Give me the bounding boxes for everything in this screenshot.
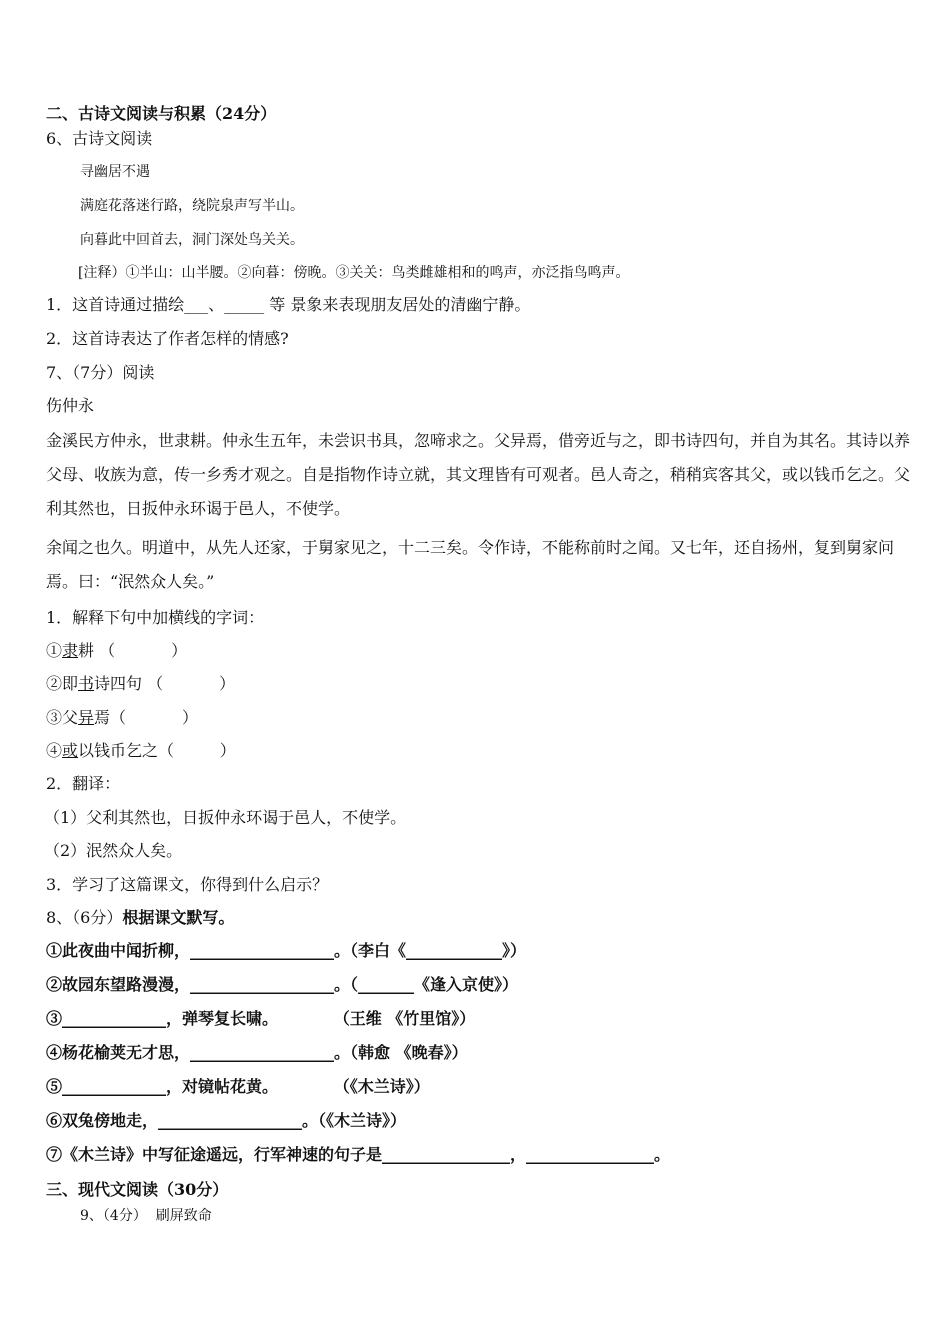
passage-paragraph-1: 金溪民方仲永，世隶耕。仲永生五年，未尝识书具，忽啼求之。父异焉，借旁近与之，即书诗四句，并自为其名。其诗以养父母、收族为意，传一乡秀才观之。自是指物作诗立就，其文理皆有可观者。邑人奇之，稍稍宾客其父，或以钱币乞之。父利其然也，日扳仲永环谒于邑人，不使学。	[46, 431, 911, 518]
dictation-line: ③_____________，弹琴复长啸。 （王维 《竹里馆》）	[46, 1009, 476, 1028]
translation-item-1: （1）父利其然也，日扳仲永环谒于邑人，不使学。	[44, 808, 407, 827]
question-7-sub-3: 3．学习了这篇课文，你得到什么启示？	[46, 875, 329, 894]
translation-item-2: （2）泯然众人矣。	[44, 841, 183, 860]
dictation-line: ⑦《木兰诗》中写征途遥远，行军神速的句子是________________，________________。	[46, 1145, 671, 1164]
section-3-heading: 三、现代文阅读（30分）	[46, 1180, 229, 1199]
dictation-line: ①此夜曲中闻折柳，__________________。（李白《____________》）	[46, 941, 527, 960]
poem-title: 寻幽居不遇	[80, 164, 150, 180]
vocab-item: ③父异焉（ ）	[46, 708, 198, 727]
vocab-item: ①隶耕 （ ）	[46, 641, 188, 660]
passage-paragraph-2: 余闻之也久。明道中，从先人还家，于舅家见之，十二三矣。令作诗，不能称前时之闻。又七年，还自扬州，复到舅家问焉。曰：“泯然众人矣。”	[46, 538, 895, 591]
question-7-label: 7、（7分）阅读	[46, 363, 155, 382]
poem-line-1: 满庭花落迷行路，绕院泉声写半山。	[80, 198, 304, 214]
dictation-line: ⑥双兔傍地走，__________________。（《木兰诗》）	[46, 1111, 407, 1130]
question-6-sub-1: 1．这首诗通过描绘___、_____ 等 景象来表现朋友居处的清幽宁静。	[46, 295, 531, 314]
question-8-heading: 8、（6分）根据课文默写。	[46, 908, 235, 927]
question-6-label: 6、古诗文阅读	[46, 129, 153, 148]
vocab-item: ④或以钱币乞之（ ）	[46, 741, 236, 760]
section-2-heading: 二、古诗文阅读与积累（24分）	[46, 104, 277, 123]
question-7-sub-1: 1．解释下句中加横线的字词：	[46, 608, 265, 627]
passage-title: 伤仲永	[46, 396, 95, 415]
vocab-item: ②即书诗四句 （ ）	[46, 674, 236, 693]
question-9-label: 9、（4分） 刷屏致命	[80, 1208, 212, 1224]
dictation-line: ⑤_____________，对镜帖花黄。 （《木兰诗》）	[46, 1077, 430, 1096]
question-6-sub-2: 2．这首诗表达了作者怎样的情感?	[46, 329, 289, 348]
poem-note: [注释）①半山：山半腰。②向暮：傍晚。③关关：鸟类雌雄相和的鸣声，亦泛指鸟鸣声。	[78, 265, 630, 281]
dictation-line: ②故园东望路漫漫，__________________。（_______《逢入京使》）	[46, 975, 519, 994]
dictation-line: ④杨花榆荚无才思，__________________。（韩愈 《晚春》）	[46, 1043, 468, 1062]
question-7-sub-2: 2．翻译：	[46, 774, 121, 793]
poem-line-2: 向暮此中回首去，洞门深处鸟关关。	[80, 232, 304, 248]
